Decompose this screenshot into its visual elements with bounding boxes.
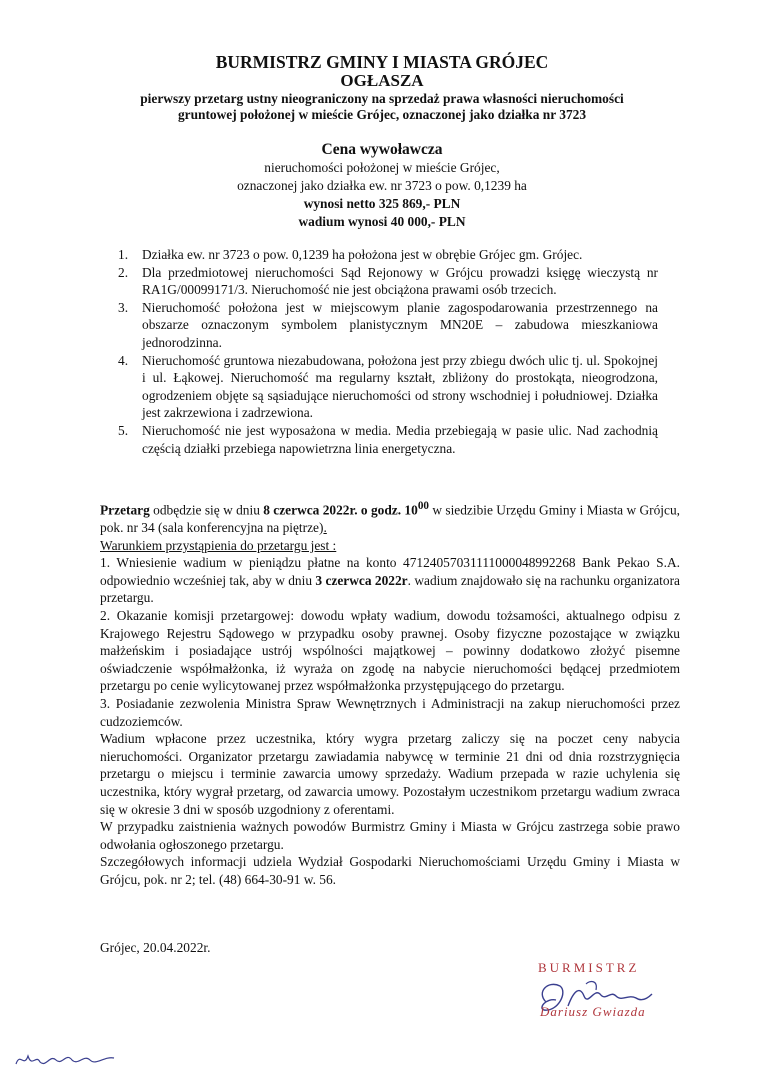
list-item-text: Dla przedmiotowej nieruchomości Sąd Rejonowy w Grójcu prowadzi księgę wieczystą nr RA1G/00099171/3. Nieruchomość nie jest obciążona prawami osób trzecich. — [142, 264, 658, 298]
wadium-paragraph: Wadium wpłacone przez uczestnika, który wygra przetarg zaliczy się na poczet ceny nabycia nieruchomości. Organizator przetargu zawiadamia nabywcę w terminie 21 dni od dnia rozstrzygnięcia przetargu o miejscu i terminie zawarcia umowy sprzedaży. Wadium przepada w razie uchylenia się uczestnika, który wygrał przetarg, od zawarcia umowy. Pozostałym uczestnikom przetargu wadium zwraca się w okresie 3 dni w sposób uzgodniony z oferentami. — [100, 731, 680, 817]
list-item-number: 4. — [118, 352, 129, 368]
place-and-date: Grójec, 20.04.2022r. — [100, 940, 211, 955]
condition-2: 2. Okazanie komisji przetargowej: dowodu wpłaty wadium, dowodu tożsamości, aktualnego odpisu z Krajowego Rejestru Sądowego w przypadku osoby prawnej. Osoby fizyczne pozostające w związku małżeńskim i posiadające ustrój wspólności majątkowej – powinny dodatkowo złożyć pisemne oświadczenie współmałżonka, iż wyraża on zgodę na nabycie nieruchomości będącej przedmiotem przetargu po cenie wylicytowanej przez współmałżonka przystępującego do przetargu. — [100, 608, 680, 694]
header-subject-line1: pierwszy przetarg ustny nieograniczony na sprzedaż prawa własności nieruchomości — [140, 91, 624, 106]
property-points-list — [118, 246, 658, 457]
main-body — [100, 498, 680, 889]
price-deposit: wadium wynosi 40 000,- PLN — [298, 214, 466, 229]
auction-date: 8 czerwca 2022r. o godz. 10 — [263, 502, 418, 518]
price-line2: oznaczonej jako działka ew. nr 3723 o pow. 0,1239 ha — [237, 178, 527, 193]
list-item — [118, 422, 658, 457]
stamp-name: Dariusz Gwiazda — [540, 1004, 646, 1019]
list-item — [118, 352, 658, 422]
list-item-text: Nieruchomość nie jest wyposażona w media. Media przebiegają w pasie ulic. Nad zachodnią częścią działki przebiega napowietrzna linia energetyczna. — [142, 422, 658, 456]
auction-dot: . — [323, 520, 327, 536]
conditions-heading: Warunkiem przystąpienia do przetargu jest : — [100, 537, 337, 553]
list-item-number: 3. — [118, 299, 129, 315]
auction-text-b: w siedzibie Urzędu Gminy i Miasta w Grójcu, pok. nr 34 (sala konferencyjna na piętrze) — [100, 502, 681, 536]
auction-time-minutes: 00 — [417, 500, 429, 512]
auction-lead: Przetarg — [100, 502, 150, 518]
list-item-text: Nieruchomość położona jest w miejscowym planie zagospodarowania przestrzennego na obszarze oznaczonym symbolem planistycznym MN20E – zabudowa mieszkaniowa jednorodzinna. — [142, 299, 658, 350]
list-item — [118, 299, 658, 352]
auction-paragraph — [100, 498, 680, 537]
initials-image — [14, 1044, 124, 1072]
header-announces: OGŁASZA — [340, 71, 424, 90]
list-item — [118, 246, 658, 264]
price-title: Cena wywoławcza — [321, 141, 443, 158]
list-item-text: Nieruchomość gruntowa niezabudowana, położona jest przy zbiegu dwóch ulic tj. ul. Spokojnej i ul. Łąkowej. Nieruchomość ma regularny kształt, zbliżony do prostokąta, nieogrodzona, ogrodzeniem objęte są sąsiadujące nieruchomości od strony wschodniej i południowej. Działka jest zakrzewiona i zadrzewiona. — [142, 352, 658, 421]
condition-1 — [100, 554, 680, 607]
price-line1: nieruchomości położonej w mieście Grójec, — [264, 160, 500, 175]
list-item-number: 1. — [118, 247, 129, 262]
condition-1-text-b: . wadium znajdowało się na rachunku organizatora przetargu. — [100, 572, 680, 606]
info-paragraph: Szczegółowych informacji udziela Wydział Gospodarki Nieruchomościami Urzędu Gminy i Miasta w Grójcu, pok. nr 2; tel. (48) 664-30-91 w. 56. — [100, 854, 680, 887]
header-authority: BURMISTRZ GMINY I MIASTA GRÓJEC — [215, 52, 549, 72]
list-item — [118, 264, 658, 299]
auction-text-a: odbędzie się w dniu — [149, 502, 264, 518]
header-subject-line2: gruntowej położonej w mieście Grójec, oznaczonej jako działka nr 3723 — [177, 107, 587, 122]
price-net: wynosi netto 325 869,- PLN — [303, 196, 461, 211]
condition-1-text-a: 1. Wniesienie wadium w pieniądzu płatne na konto 47124057031111000048992268 Bank Pekao S.A. odpowiednio wcześniej tak, aby w dniu — [100, 555, 680, 588]
condition-3: 3. Posiadanie zezwolenia Ministra Spraw Wewnętrznych i Administracji na zakup nieruchomości przez cudzoziemców. — [100, 696, 680, 729]
reserve-paragraph: W przypadku zaistnienia ważnych powodów Burmistrz Gminy i Miasta w Grójcu zastrzega sobie prawo odwołania ogłoszonego przetargu. — [100, 819, 680, 852]
list-item-number: 5. — [118, 422, 129, 438]
list-item-text: Działka ew. nr 3723 o pow. 0,1239 ha położona jest w obrębie Grójec gm. Grójec. — [142, 247, 583, 262]
condition-1-date: 3 czerwca 2022r — [315, 572, 408, 588]
list-item-number: 2. — [118, 264, 129, 280]
stamp-title: BURMISTRZ — [538, 960, 640, 975]
